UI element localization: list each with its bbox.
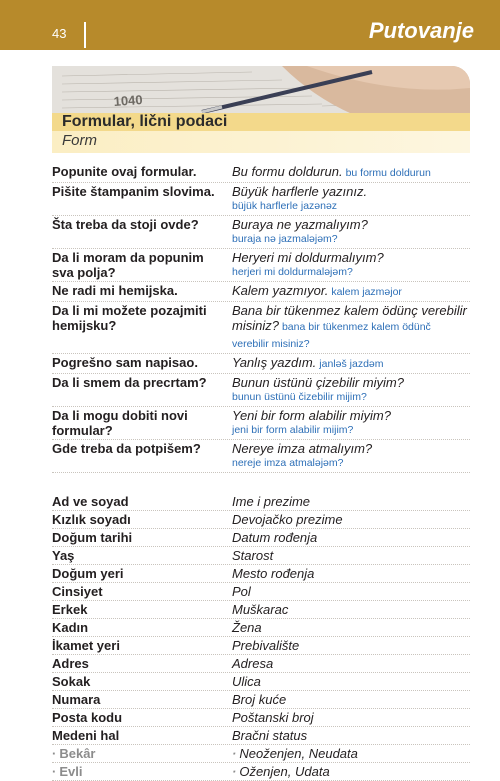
phrase-pronunciation: bu formu doldurun [345,167,431,179]
glossary-row [52,673,470,691]
glossary-meaning: Adresa [232,656,274,671]
phrase-row [52,216,470,249]
phrase-pronunciation: jeni bir form alabilir mijim? [232,424,354,436]
glossary-term: İkamet yeri [52,638,120,653]
glossary-term: Doğum yeri [52,566,124,581]
section-subband [52,131,470,153]
phrase-source: Ne radi mi hemijska. [52,283,178,298]
phrase-source: Da li smem da precrtam? [52,375,207,390]
phrase-source: Pogrešno sam napisao. [52,355,198,370]
phrase-pronunciation: büjük harflerle jazənəz [232,200,338,212]
glossary-meaning: Starost [232,548,274,563]
page-number: 43 [52,26,67,41]
phrase-pronunciation: buraja nə jazmaləjəm? [232,233,338,245]
glossary-meaning: Devojačko prezime [232,512,343,527]
glossary-term: Posta kodu [52,710,123,725]
phrase-translation: Yeni bir form alabilir miyim? [232,408,391,423]
glossary-term: Ad ve soyad [52,494,129,509]
section-subtitle: Form [62,132,97,149]
phrase-pronunciation: janləš jazdəm [319,358,384,370]
phrase-row [52,183,470,216]
glossary-meaning: Mesto rođenja [232,566,315,581]
phrase-pronunciation: bana bir tükenmez kalem ödünč verebilir misiniz? [232,321,431,350]
glossary-meaning: Broj kuće [232,692,287,707]
glossary-meaning: Muškarac [232,602,289,617]
glossary-row [52,583,470,601]
chapter-title: Putovanje [368,18,474,43]
glossary-sub-row [52,763,470,781]
bullet-icon: · [52,746,57,761]
glossary-term: Medeni hal [52,728,120,743]
glossary-term: Cinsiyet [52,584,103,599]
glossary-row [52,637,470,655]
svg-text:1040: 1040 [113,92,144,109]
phrase-source: Šta treba da stoji ovde? [52,217,199,232]
phrase-translation: Nereye imza atmalıyım? [232,441,373,456]
phrase-source: Gde treba da potpišem? [52,441,201,456]
glossary-row [52,727,470,745]
phrase-translation: Bu formu doldurun. [232,164,343,179]
glossary-meaning: Bračni status [232,728,308,743]
glossary-row [52,529,470,547]
glossary-row [52,601,470,619]
glossary-row [52,691,470,709]
glossary-meaning: Ulica [232,674,261,689]
glossary-term: Sokak [52,674,91,689]
header-divider [84,22,86,48]
glossary-row [52,655,470,673]
glossary-meaning: Žena [232,620,262,635]
glossary-row [52,565,470,583]
phrase-row [52,407,470,440]
phrase-row [52,302,470,354]
glossary-sub-term: · Evli [52,764,83,779]
glossary-row [52,619,470,637]
phrase-source: Da li moram da popunim sva polja? [52,250,204,280]
glossary-meaning: Poštanski broj [232,710,314,725]
bullet-icon: · [232,746,237,761]
phrase-translation: Bunun üstünü çizebilir miyim? [232,375,404,390]
glossary-sub-term: · Bekâr [52,746,96,761]
phrase-source: Pišite štampanim slovima. [52,184,215,199]
glossary-meaning: Pol [232,584,251,599]
glossary-term: Doğum tarihi [52,530,133,545]
phrase-list [52,163,470,781]
glossary-meaning: Datum rođenja [232,530,318,545]
phrase-pronunciation: bunun üstünü čizebilir mijim? [232,391,367,403]
phrase-row [52,249,470,282]
phrase-translation: Buraya ne yazmalıyım? [232,217,368,232]
phrase-translation: Büyük harflerle yazınız. [232,184,368,199]
phrase-row [52,282,470,302]
glossary-row [52,547,470,565]
phrase-pronunciation: herjeri mi doldurmaləjəm? [232,266,353,278]
glossary-row [52,493,470,511]
phrase-source: Popunite ovaj formular. [52,164,197,179]
glossary-sub-meaning: Oženjen, Udata [239,764,330,779]
phrase-source: Da li mogu dobiti novi formular? [52,408,188,438]
phrase-pronunciation: kalem jazməjor [331,286,402,298]
glossary-term: Erkek [52,602,88,617]
glossary-term: Kadın [52,620,89,635]
glossary-row [52,511,470,529]
bullet-icon: · [52,764,57,779]
phrase-translation: Kalem yazmıyor. [232,283,329,298]
glossary-term: Yaş [52,548,75,563]
phrase-row [52,374,470,407]
glossary-row [52,709,470,727]
phrase-row [52,163,470,183]
glossary-meaning: Prebivalište [232,638,300,653]
phrase-source: Da li mi možete pozajmiti hemijsku? [52,303,207,333]
glossary-sub-row [52,745,470,763]
section-title: Formular, lični podaci [62,113,228,130]
glossary-term: Numara [52,692,101,707]
phrase-pronunciation: nereje imza atmaləjəm? [232,457,344,469]
glossary-meaning: Ime i prezime [232,494,311,509]
form-photo [52,66,470,114]
phrase-translation: Bana bir tükenmez kalem ödünç verebilir misiniz? [232,303,467,333]
phrase-row [52,354,470,374]
bullet-icon: · [232,764,237,779]
glossary-term: Kızlık soyadı [52,512,131,527]
phrase-translation: Yanlış yazdım. [232,355,317,370]
glossary-term: Adres [52,656,89,671]
phrase-translation: Heryeri mi doldurmalıyım? [232,250,384,265]
glossary-sub-meaning: Neoženjen, Neudata [239,746,358,761]
phrase-row [52,440,470,473]
